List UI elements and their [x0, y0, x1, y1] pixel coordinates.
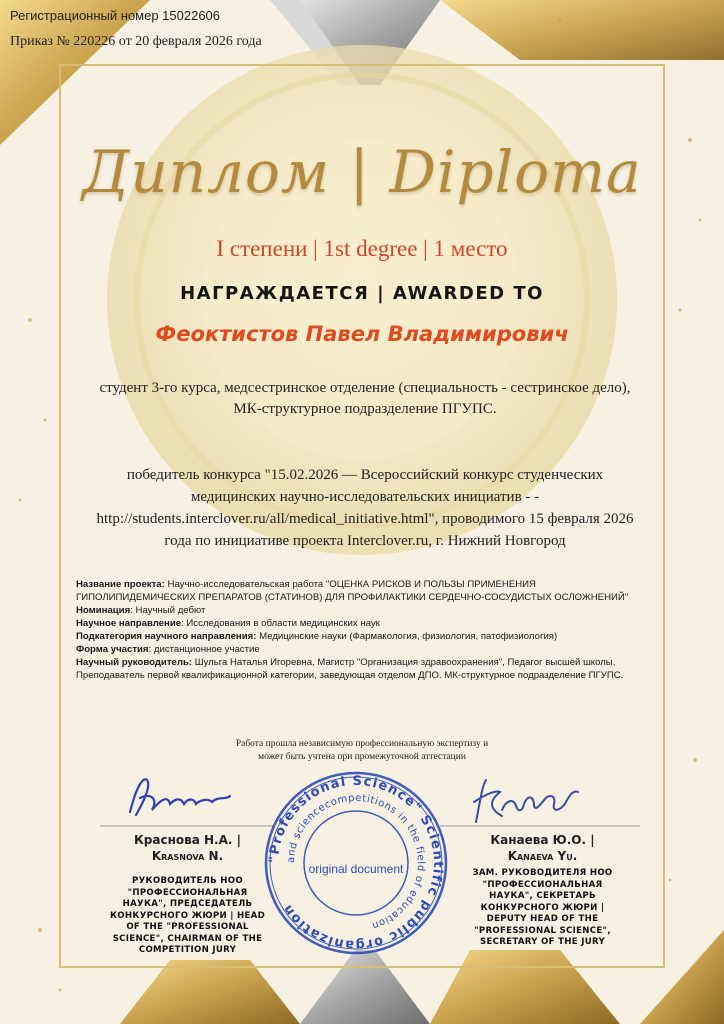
student-line: МК-структурное подразделение ПГУПС. [233, 401, 497, 417]
student-line: студент 3-го курса, медсестринское отделение (специальность - сестринское дело), [99, 380, 631, 396]
detail-subcategory: Подкатегория научного направления: Медицинские науки (Фармакология, физиология, патофизиология) [76, 631, 558, 642]
signer-right-role: ЗАМ. РУКОВОДИТЕЛЯ НОО "ПРОФЕССИОНАЛЬНАЯ НАУКА", СЕКРЕТАРЬ КОНКУРСНОГО ЖЮРИ | DEPUTY HEAD OF THE "PROFESSIONAL SCIENCE", SECRETARY OF THE JURY [472, 868, 613, 947]
winner-description [60, 464, 670, 552]
stamp-inner-text: and sciencecompetitions in the field of education [285, 792, 427, 931]
signer-left-name: Краснова Н.А. | Krasnova N. [133, 833, 242, 863]
signature-left [118, 770, 248, 825]
detail-direction: Научное направление: Исследования в области медицинских наук [76, 618, 380, 629]
detail-nomination: Номинация: Научный дебют [76, 605, 206, 616]
detail-project-title: Название проекта: Научно-исследовательская работа "ОЦЕНКА РИСКОВ И ПОЛЬЗЫ ПРИМЕНЕНИЯ ГИПОЛИПИДЕМИЧЕСКИХ ПРЕПАРАТОВ (СТАТИНОВ) ДЛЯ ПРОФИЛАКТИКИ СЕРДЕЧНО-СОСУДИСТЫХ ОСЛОЖНЕНИЙ" [76, 579, 629, 603]
stamp-outer-text: "Professional Science" Scientific public organization [266, 773, 446, 953]
expertise-note: Работа прошла независимую профессиональную экспертизу и может быть учтена при промежуточной аттестации [235, 739, 489, 762]
winner-line: победитель конкурса "15.02.2026 — Всероссийский конкурс студенческих [126, 467, 604, 483]
awarded-heading: НАГРАЖДАЕТСЯ | AWARDED TO [180, 283, 544, 304]
page-title: Диплом | Diploma [82, 138, 642, 206]
degree-line: I степени | 1st degree | 1 место [216, 236, 508, 261]
recipient-name: Феоктистов Павел Владимирович [155, 322, 569, 346]
signature-right [462, 772, 582, 832]
detail-participation-form: Форма участия: дистанционное участие [76, 644, 260, 655]
winner-line: медицинских научно-исследовательских инициатив - - [190, 489, 540, 505]
winner-line: http://students.interclover.ru/all/medical_initiative.html", проводимого 15 февраля 2026 [96, 511, 634, 527]
detail-supervisor: Научный руководитель: Шульга Наталья Игоревна, Магистр "Организация здравоохранения", Педагог высшей школы. Преподаватель первой квалификационной категории, заведующая отделом ДПО. МК-структурное подразделение ПГУПС. [76, 657, 624, 681]
project-details [76, 578, 656, 682]
signer-right-name: Канаева Ю.О. | Kanaeva Yu. [490, 833, 595, 863]
student-description [60, 378, 670, 420]
registration-number: Регистрационный номер 15022606 [10, 8, 221, 23]
signer-left-role: РУКОВОДИТЕЛЬ НОО "ПРОФЕССИОНАЛЬНАЯ НАУКА", ПРЕДСЕДАТЕЛЬ КОНКУРСНОГО ЖЮРИ | HEAD OF THE "PROFESSIONAL SCIENCE", CHAIRMAN OF THE COMPETITION JURY [109, 876, 266, 955]
order-number: Приказ № 220226 от 20 февраля 2026 года [10, 34, 262, 49]
winner-line: года по инициативе проекта Interclover.ru, г. Нижний Новгород [164, 533, 566, 549]
stamp-center-label: original document [308, 862, 404, 876]
silver-chevron-bottom [300, 950, 430, 1024]
